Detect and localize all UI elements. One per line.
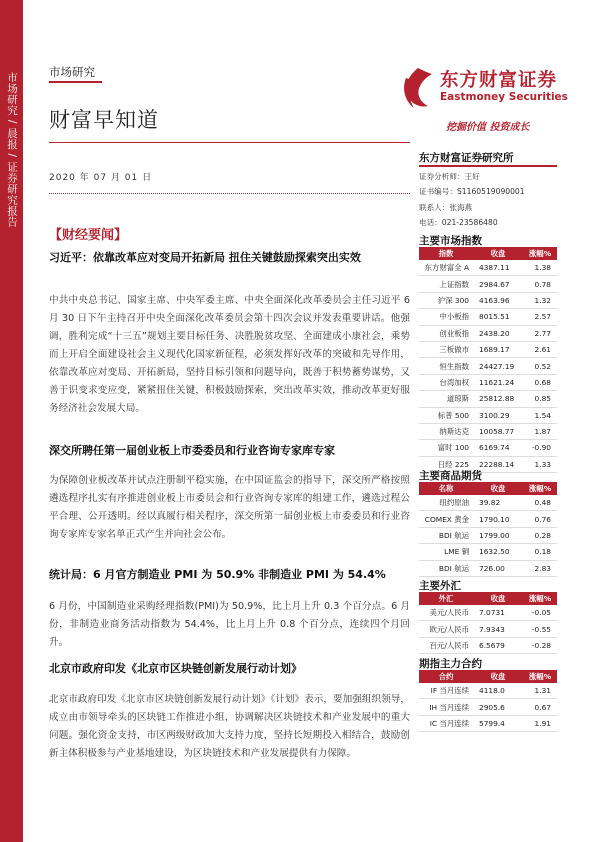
close-value: 7.0731 [473, 605, 523, 621]
change-value: -0.05 [523, 605, 557, 621]
close-value: 22288.14 [473, 456, 523, 472]
change-value: 0.67 [523, 699, 557, 715]
change-value: 0.48 [523, 495, 557, 511]
col-header: 收盘 [473, 247, 523, 260]
close-value: 2905.6 [473, 699, 523, 715]
close-value: 4118.0 [473, 683, 523, 699]
col-header: 收盘 [473, 592, 523, 605]
article-body: 为保障创业板改革并试点注册制平稳实施，在中国证监会的指导下，深交所严格按照遴选程序扎实有序推进创业板上市委员会和行业咨询专家库的组建工作，遴选过程公平合理、公开透明。经以真履行相关程序，深交所第一届创业板上市委委员和行业咨询专家库专家名单正式产生并向社会公布。 [49, 475, 410, 540]
col-header: 合约 [419, 670, 473, 683]
contract-name: IF 当月连续 [419, 683, 473, 699]
table-row [419, 309, 557, 325]
commodity-heading: 主要商品期货 [419, 470, 482, 482]
article-body: 6 月份，中国制造业采购经理指数(PMI)为 50.9%，比上月上升 0.3 个百分点。6 月份，非制造业商务活动指数为 54.4%，比上月上升 0.8 个百分点，连续四个月回升。 [49, 601, 410, 648]
close-value: 726.00 [473, 560, 523, 576]
slogan: 挖掘价值 投资成长 [446, 122, 530, 133]
change-value: 1.87 [523, 423, 557, 439]
commodity-name: COMEX 黄金 [419, 511, 473, 527]
change-value: 0.68 [523, 374, 557, 390]
futures-heading: 期指主力合约 [419, 658, 482, 670]
change-value: 1.32 [523, 292, 557, 308]
change-value: -0.55 [523, 621, 557, 637]
commodity-table [419, 482, 557, 577]
certificate-line: 证书编号：S1160519090001 [419, 187, 525, 196]
table-row [419, 407, 557, 423]
article-body: 北京市政府印发《北京市区块链创新发展行动计划》《计划》表示，要加强组织领导，成立由市领导牵头的区块链工作推进小组，协调解决区块链技术和产业发展中的重大问题。强化资金支持，市区两级财政加大支持力度，坚持长短期投入相结合，鼓励创新主体积极参与产业基地建设，为区块链技术和产业发展提供有力保障。 [49, 694, 410, 759]
article-title: 统计局：6 月官方制造业 PMI 为 50.9% 非制造业 PMI 为 54.4% [49, 568, 386, 581]
sidebar-band [0, 0, 23, 842]
change-value: 0.28 [523, 527, 557, 543]
table-row [419, 341, 557, 357]
news-tag: 【财经要闻】 [49, 228, 128, 243]
logo-text-en: Eastmoney Securities [440, 91, 568, 103]
index-name: 沪深 300 [419, 292, 473, 308]
commodity-heading-wrap [419, 468, 557, 483]
col-header: 名称 [419, 482, 473, 495]
col-header: 指数 [419, 247, 473, 260]
commodity-name: BDI 航运 [419, 560, 473, 576]
table-row [419, 423, 557, 439]
table-row [419, 605, 557, 621]
date-divider [49, 193, 410, 194]
change-value: 1.38 [523, 260, 557, 276]
close-value: 25812.88 [473, 391, 523, 407]
index-name: 台湾加权 [419, 374, 473, 390]
change-value: -0.90 [523, 440, 557, 456]
close-value: 1790.10 [473, 511, 523, 527]
col-header: 外汇 [419, 592, 473, 605]
phone-line: 电话：021-23586480 [419, 218, 498, 227]
col-header: 涨幅% [523, 247, 557, 260]
close-value: 10058.77 [473, 423, 523, 439]
change-value: 1.91 [523, 715, 557, 731]
change-value: 2.77 [523, 325, 557, 341]
fx-heading: 主要外汇 [419, 580, 461, 592]
change-value: 0.78 [523, 276, 557, 292]
close-value: 11621.24 [473, 374, 523, 390]
index-name: 日经 225 [419, 456, 473, 472]
table-row [419, 511, 557, 527]
index-name: 创业板指 [419, 325, 473, 341]
table-row [419, 527, 557, 543]
fx-table [419, 592, 557, 654]
table-row [419, 495, 557, 511]
index-name: 道琼斯 [419, 391, 473, 407]
index-name: 中小板指 [419, 309, 473, 325]
contact-line: 联系人：张海燕 [419, 203, 473, 212]
close-value: 8015.51 [473, 309, 523, 325]
close-value: 5799.4 [473, 715, 523, 731]
section-label: 市场研究 [49, 65, 95, 79]
table-header-row [419, 592, 557, 605]
table-row [419, 292, 557, 308]
futures-table [419, 670, 557, 732]
commodity-name: 纽约原油 [419, 495, 473, 511]
table-header-row [419, 670, 557, 683]
article-body: 中共中央总书记、国家主席、中央军委主席、中央全面深化改革委员会主任习近平 6 月 30 日下午主持召开中央全面深化改革委员会第十四次会议并发表重要讲话。他强调，胜利完成“十三五”规划主要目标任务、决胜脱贫攻坚、全面建成小康社会，乘势而上开启全面建设社会主义现代化国家新征程，必须发挥好改革的突破和先导作用，依靠改革应对变局、开拓新局，坚持目标引领和问题导向，既善于积势蓄势谋势，又善于识变求变应变，紧紧扭住关键，积极鼓励探索，突出改革实效，推动改革更好服务经济社会发展大局。 [49, 295, 410, 414]
page-title: 财富早知道 [49, 108, 159, 132]
fx-pair: 美元/人民币 [419, 605, 473, 621]
table-row [419, 715, 557, 731]
fx-pair: 欧元/人民币 [419, 621, 473, 637]
change-value: 0.52 [523, 358, 557, 374]
institute-block [419, 150, 557, 165]
logo-text-cn: 东方财富证券 [440, 70, 558, 91]
close-value: 2438.20 [473, 325, 523, 341]
table-row [419, 391, 557, 407]
market-index-heading: 主要市场指数 [419, 235, 482, 247]
close-value: 6.5679 [473, 637, 523, 653]
index-name: 标普 500 [419, 407, 473, 423]
change-value: 2.83 [523, 560, 557, 576]
fx-pair: 百元/人民币 [419, 637, 473, 653]
close-value: 1632.50 [473, 544, 523, 560]
analyst-line: 证券分析师：王好 [419, 172, 480, 181]
report-date: 2020 年 07 月 01 日 [49, 173, 153, 183]
table-row [419, 260, 557, 276]
article-title: 习近平：依靠改革应对变局开拓新局 扭住关键鼓励探索突出实效 [49, 251, 361, 264]
change-value: 2.61 [523, 341, 557, 357]
change-value: 2.57 [523, 309, 557, 325]
table-row [419, 621, 557, 637]
table-row [419, 440, 557, 456]
fx-heading-wrap [419, 578, 557, 593]
commodity-name: LME 铜 [419, 544, 473, 560]
close-value: 1689.17 [473, 341, 523, 357]
commodity-name: BDI 航运 [419, 527, 473, 543]
col-header: 收盘 [473, 482, 523, 495]
change-value: 0.85 [523, 391, 557, 407]
close-value: 4163.96 [473, 292, 523, 308]
article-title: 北京市政府印发《北京市区块链创新发展行动计划》 [49, 662, 302, 675]
futures-heading-wrap [419, 656, 557, 671]
table-header-row [419, 482, 557, 495]
sidebar-text: 市场研究 / 晨报 / 证券研究报告 [6, 72, 18, 228]
change-value: 1.54 [523, 407, 557, 423]
col-header: 收盘 [473, 670, 523, 683]
table-row [419, 699, 557, 715]
close-value: 24427.19 [473, 358, 523, 374]
contract-name: IH 当月连续 [419, 699, 473, 715]
table-row [419, 276, 557, 292]
contract-name: IC 当月连续 [419, 715, 473, 731]
close-value: 2984.67 [473, 276, 523, 292]
index-name: 富时 100 [419, 440, 473, 456]
change-value: 1.31 [523, 683, 557, 699]
col-header: 涨幅% [523, 482, 557, 495]
close-value: 3100.29 [473, 407, 523, 423]
company-logo-icon [398, 66, 438, 114]
market-index-heading-wrap [419, 233, 557, 248]
table-row [419, 374, 557, 390]
table-row [419, 560, 557, 576]
close-value: 39.82 [473, 495, 523, 511]
close-value: 1799.00 [473, 527, 523, 543]
table-row [419, 325, 557, 341]
table-row [419, 544, 557, 560]
section-underline [49, 81, 102, 83]
institute-name: 东方财富证券研究所 [419, 152, 514, 164]
table-row [419, 637, 557, 653]
article-title: 深交所聘任第一届创业板上市委委员和行业咨询专家库专家 [49, 444, 335, 457]
col-header: 涨幅% [523, 592, 557, 605]
index-name: 纳斯达克 [419, 423, 473, 439]
market-index-table [419, 247, 557, 473]
table-row [419, 358, 557, 374]
change-value: 1.33 [523, 456, 557, 472]
index-name: 上证指数 [419, 276, 473, 292]
col-header: 涨幅% [523, 670, 557, 683]
change-value: -0.28 [523, 637, 557, 653]
close-value: 6169.74 [473, 440, 523, 456]
change-value: 0.18 [523, 544, 557, 560]
table-header-row [419, 247, 557, 260]
close-value: 7.9343 [473, 621, 523, 637]
index-name: 恒生指数 [419, 358, 473, 374]
index-name: 东方财富全 A [419, 260, 473, 276]
header-divider [49, 142, 410, 143]
table-row [419, 683, 557, 699]
institute-underline [419, 165, 557, 167]
close-value: 4387.11 [473, 260, 523, 276]
index-name: 三板做市 [419, 341, 473, 357]
change-value: 0.76 [523, 511, 557, 527]
